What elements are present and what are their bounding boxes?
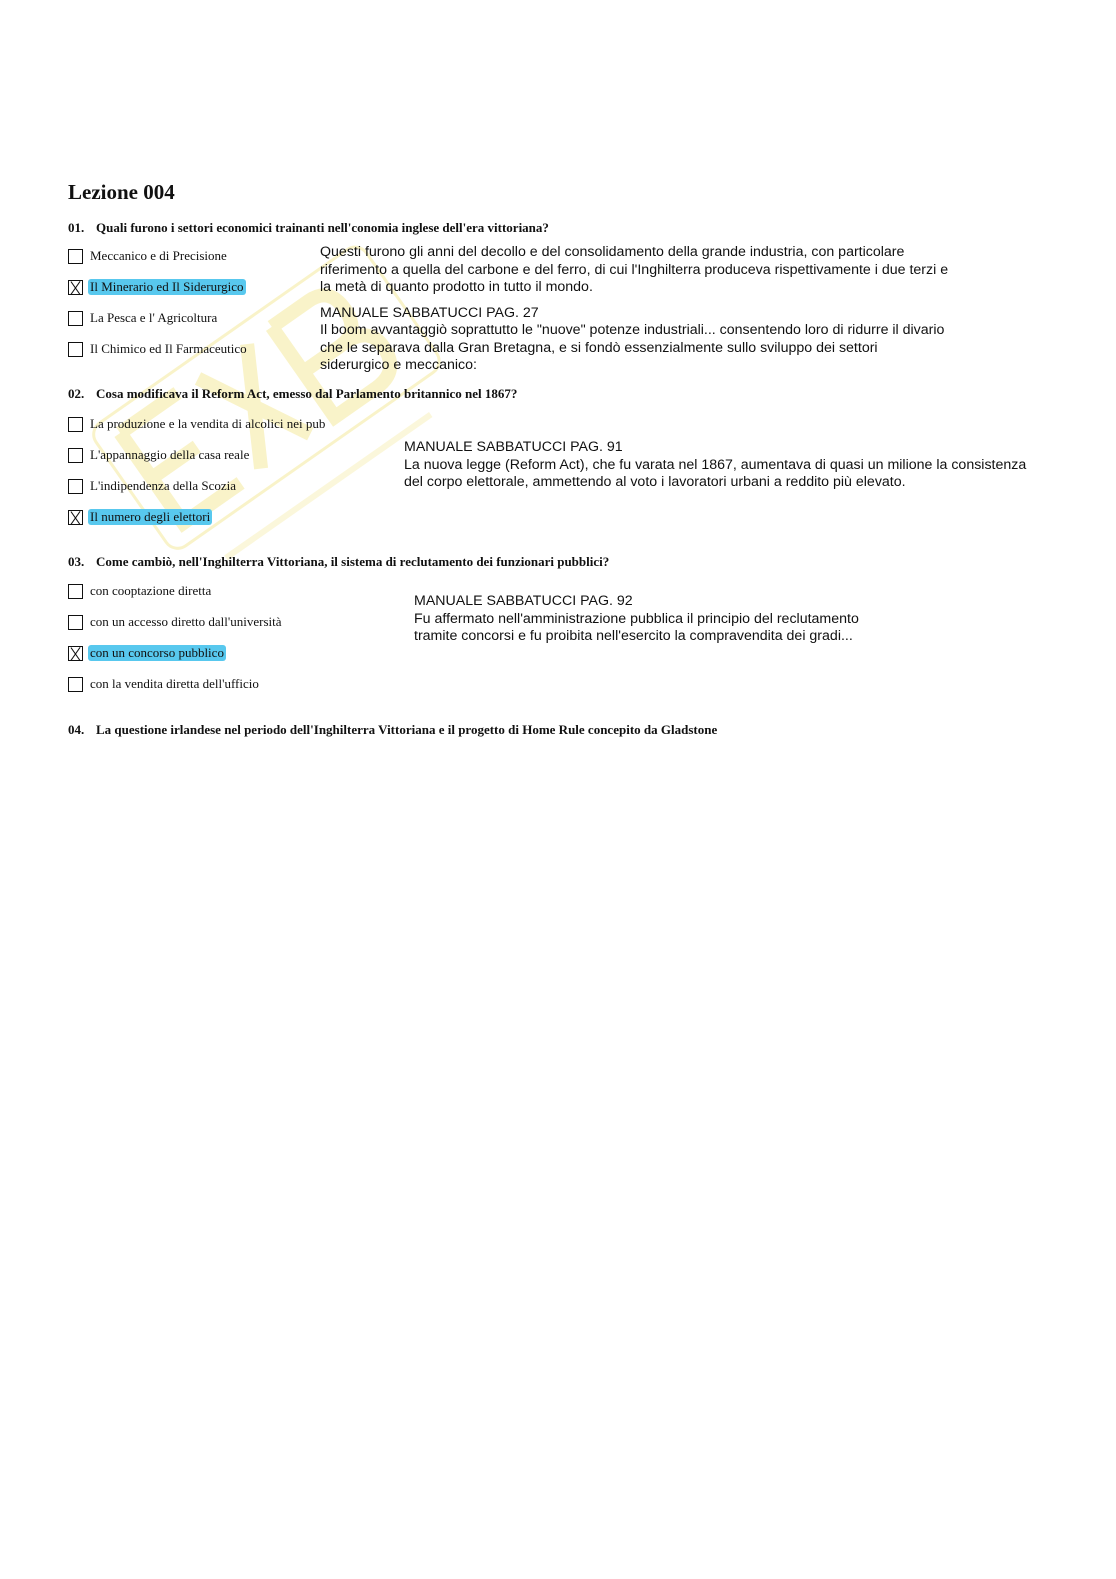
option-q1-d[interactable] xyxy=(68,340,249,358)
question-04 xyxy=(68,722,717,738)
checkbox[interactable] xyxy=(68,249,83,264)
checkbox[interactable] xyxy=(68,615,83,630)
note-line: che le separava dalla Gran Bretagna, e si fondò essenzialmente sullo sviluppo dei settori xyxy=(320,339,878,356)
option-label: Il Chimico ed Il Farmaceutico xyxy=(90,341,247,356)
checkbox[interactable] xyxy=(68,448,83,463)
option-label: con un accesso diretto dall'università xyxy=(90,614,282,629)
checkbox-checked[interactable] xyxy=(68,280,83,295)
option-q2-a[interactable] xyxy=(68,415,327,433)
option-q1-b[interactable] xyxy=(68,278,246,296)
note-line: siderurgico e meccanico: xyxy=(320,357,477,373)
note-line: tramite concorsi e fu proibita nell'esercito la compravendita dei gradi... xyxy=(414,628,853,644)
option-q3-c[interactable] xyxy=(68,644,226,662)
option-label: Meccanico e di Precisione xyxy=(90,248,227,263)
checkbox[interactable] xyxy=(68,311,83,326)
question-number: 02. xyxy=(68,386,85,401)
note-q3 xyxy=(414,593,1014,646)
watermark-logo xyxy=(40,170,510,650)
note-line: La nuova legge (Reform Act), che fu varata nel 1867, aumentava di quasi un milione la consistenza xyxy=(404,456,1027,473)
note-source: MANUALE SABBATUCCI PAG. 91 xyxy=(404,439,623,455)
note-line: del corpo elettorale, ammettendo al voto i lavoratori urbani a reddito più elevato. xyxy=(404,474,906,490)
note-line: Questi furono gli anni del decollo e del consolidamento della grande industria, con particolare xyxy=(320,244,905,260)
note-line: Fu affermato nell'amministrazione pubblica il principio del reclutamento xyxy=(414,610,859,627)
note-q1 xyxy=(320,244,1020,375)
option-label: L'indipendenza della Scozia xyxy=(90,478,237,493)
note-line: riferimento a quella del carbone e del ferro, di cui l'Inghilterra produceva rispettivamente i due terzi e xyxy=(320,261,949,278)
question-text: La questione irlandese nel periodo dell'Inghilterra Vittoriana e il progetto di Home Rule concepito da Gladstone xyxy=(96,722,718,737)
note-line: la metà di quanto prodotto in tutto il mondo. xyxy=(320,279,593,295)
question-text: Cosa modificava il Reform Act, emesso dal Parlamento britannico nel 1867? xyxy=(96,386,518,401)
option-q3-b[interactable] xyxy=(68,613,284,631)
note-line: Il boom avvantaggiò soprattutto le "nuove" potenze industriali... consentendo loro di ridurre il divario xyxy=(320,322,945,338)
question-number: 03. xyxy=(68,554,85,569)
option-label-highlighted: con un concorso pubblico xyxy=(90,645,224,660)
checkbox[interactable] xyxy=(68,479,83,494)
option-label-highlighted: Il Minerario ed Il Siderurgico xyxy=(90,279,244,294)
question-text: Come cambiò, nell'Inghilterra Vittoriana, il sistema di reclutamento dei funzionari pubblici? xyxy=(96,554,610,569)
question-02 xyxy=(68,386,517,402)
question-number: 01. xyxy=(68,220,85,235)
checkbox-checked[interactable] xyxy=(68,510,83,525)
question-01 xyxy=(68,220,549,236)
note-q2 xyxy=(404,439,1094,492)
checkbox[interactable] xyxy=(68,677,83,692)
option-label-highlighted: Il numero degli elettori xyxy=(90,509,211,524)
option-label: L'appannaggio della casa reale xyxy=(90,447,250,462)
question-03 xyxy=(68,554,609,570)
checkbox[interactable] xyxy=(68,584,83,599)
checkbox[interactable] xyxy=(68,417,83,432)
option-q2-b[interactable] xyxy=(68,446,251,464)
option-label: con cooptazione diretta xyxy=(90,583,212,598)
page-title: Lezione 004 xyxy=(68,180,175,204)
option-q3-a[interactable] xyxy=(68,582,213,600)
option-q1-a[interactable] xyxy=(68,247,229,265)
option-q1-c[interactable] xyxy=(68,309,219,327)
option-label: con la vendita diretta dell'ufficio xyxy=(90,676,259,691)
option-q2-c[interactable] xyxy=(68,477,238,495)
option-q3-d[interactable] xyxy=(68,675,261,693)
option-q2-d[interactable] xyxy=(68,508,212,526)
option-label: La Pesca e l' Agricoltura xyxy=(90,310,218,325)
question-number: 04. xyxy=(68,722,85,737)
checkbox-checked[interactable] xyxy=(68,646,83,661)
checkbox[interactable] xyxy=(68,342,83,357)
note-source: MANUALE SABBATUCCI PAG. 27 xyxy=(320,304,539,321)
option-label: La produzione e la vendita di alcolici nei pub xyxy=(90,416,326,431)
note-source: MANUALE SABBATUCCI PAG. 92 xyxy=(414,593,633,609)
question-text: Quali furono i settori economici trainanti nell'conomia inglese dell'era vittoriana? xyxy=(96,220,549,235)
